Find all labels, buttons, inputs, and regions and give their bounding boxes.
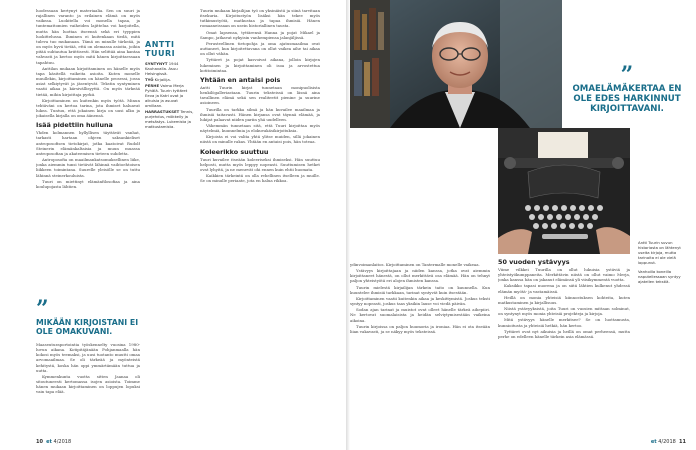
quote-mark-icon: ” (36, 296, 49, 322)
paragraph: Niistä ystävyyksistä, joita Tuuri on vuosien mittaan solminut, on syntynyt myös monia yhteisiä projekteja ja kirjoja. (498, 306, 630, 317)
page-footer-right (651, 439, 686, 445)
fact-label: PERHE (145, 83, 160, 88)
issue-number: 4/2018 (53, 439, 72, 445)
paragraph: Mitä ystävyys hänelle merkitsee? Se on luottamusta, kunnioitusta ja yhteisiä hetkiä, hän kertoo. (498, 317, 630, 328)
paragraph: Omat lapsensa, tyttärensä Hanna ja pojat Mikael ja Sampo, jatkavat nykyisin vanhempiensa jalanjäljissä. (200, 29, 320, 40)
paragraph: Vähemmän tunnetaan sitä, että Tuuri kirjoittaa myös näytelmiä, kuunnelmia ja elokuvakäsikirjoituksia. (200, 122, 320, 134)
paragraph: Sodan ajan tarinat ja muistot ovat olleet hänelle tärkeä aihepiiri. Ne kertovat suomalaisista ja heidän selviytymisestään vaikeina aikoina. (350, 307, 490, 323)
paragraph: Tuuri kuvailee itseään koleeriseksi ihmiseksi. Hän suuttuu helposti, mutta myös leppyy nopeasti. Suuttumisen hetket ovat lyhyitä, ja ne menevät ohi ennen kuin ehtii huomata. (200, 156, 320, 172)
fact-text: Kirjailija. (154, 77, 171, 82)
left-column-2 (200, 8, 320, 432)
pull-quote-text: MIKÄÄN KIRJOISTANI EI OLE OMAKUVANI. (36, 318, 139, 336)
paragraph: Antroposofia on maailmankatsomuksellinen liike, jonka aiemmin tunsi tietävät lähinnä vaihtoehtoisen liikkeen toimintana. Suurelle yleisölle se on tuttu lähinnä steinerkouluista. (36, 157, 140, 178)
subheading: Koleerikko suuttuu (200, 147, 269, 156)
fact-text: Vaimo Merja Pyhälä. Tuurin tyttäret Eeva ja Katri ovat jo aikuisia ja asuvat omillaan. (145, 83, 188, 108)
right-column-2 (498, 258, 630, 432)
page-number: 10 (36, 439, 43, 445)
left-page (0, 0, 346, 450)
caption-text: Antti Tuurin suvun historiasta on lähtenyt useita kirjoja, mutta tarinoita ei ole vielä loppunut. (638, 240, 681, 265)
fact-label: HARRASTUKSET (145, 109, 180, 114)
paragraph: Tuuri on miettinyt elämänfilosofiaa ja aina koulupojasta lähtien. (36, 178, 140, 189)
paragraph: Tyttäret ovat nyt aikuisia ja heillä on omat perheensä, mutta perhe on edelleen hänelle tärkein asia elämässä. (498, 328, 630, 339)
paragraph: Kaksikko tapasi nuorena ja on siitä lähtien kulkenut yhdessä elämän myötä- ja vastamäissä. (498, 283, 630, 294)
left-column-1-end (36, 342, 140, 432)
paragraph: Ystävyys kirjoittajaan ja niiden kanssa, jotka ovat aiemmin kirjoittaneet hänestä, on ollut merkittävä osa elämää. Hän on tehnyt paljon yhteistyötä eri alojen ihmisten kanssa. (350, 268, 490, 284)
magazine-name: et (650, 439, 657, 445)
paragraph: Kirjoista ei voi valita yhtä ylitse muiden, sillä jokainen niistä on minulle rakas. Yhtään en antaisi pois, hän toteaa. (200, 134, 320, 145)
fact-box-title: ANTTI TUURI (145, 40, 176, 58)
fact-item (145, 61, 195, 76)
paragraph: Antti Tuurin kirjat tunnetaan monipuolisista henkilögalleriastaan. Tuurin teksteissä on läsnä aina tavallinen elämä sekä sen realiteetit pienine ja suurine asioineen. (200, 84, 320, 106)
paragraph: Perusteellinen tietopohja ja oma ajatusmaailma ovat auttaneet, kun kirjoitettavana on ollut vaikea aihe tai aikaa on ollut vähän. (200, 40, 320, 57)
paragraph: Kaikkien tärkeintä on olla rehellinen itselleen ja muille. Se on minulle periaate, jota en halua rikkoa. (200, 173, 320, 184)
right-page (350, 0, 696, 450)
photo-caption (638, 240, 690, 284)
pull-quote-left (36, 296, 140, 336)
caption-text: Vanhoilla koneilla naputellessaan syntyy ajatellen tekstiä. (638, 269, 681, 284)
left-column-1 (36, 8, 140, 338)
paragraph: Heillä on monia yhteisiä kiinnostuksen kohteita, kuten matkustaminen ja kirjallisuus. (498, 294, 630, 305)
pull-quote-text: OMAELÄMÄKERTAA EN OLE EDES HARKINNUT KIRJOITTAVANI. (572, 84, 682, 114)
right-column-1 (350, 262, 490, 432)
paragraph: Tuurin mukaan kirjailijan työ on yksinäistä ja siinä tarvitaan itsekuria. Kirjoitustyön lisäksi hän tekee myös tutkimustyötä, matkustaa ja tapaa ihmisiä. Hänen romaaneissaan on usein historiallinen tausta. (200, 8, 320, 29)
fact-label: SYNTYNYT (145, 61, 168, 66)
author-portrait-photo (350, 0, 562, 128)
paragraph: Kirjoittaminen on kuitenkin myös työtä. Minun tehtäväni on kertoa tarina, jota ihmiset haluavat lukea. Tuntuu, että jokainen kirja on uusi alku ja jokaisella kirjalla on oma äänensä. (36, 97, 140, 119)
paragraph: luodessaan kertynyt materiaalia. Sen on suuri ja rajallinen varanto ja erilainen elämä on myös vaikeaa. Luokitella voi monella tapaa, ja tuntemattomien vaiheiden lajittelua voi harjoitella, mutta hän luottaa itseensä sekä eri tyyppien luokittelussa. Ihminen ei kuitenkaan tiedä, mitä tuleva tuo mukanaan. Tämä on minulle tärkeää, ja on myös hyvä tietää, että on olemassa asioita, joihin pitää suhtautua kriittisesti. Hän selittää aina kantaa vahvasti ja kertoo myös mitä hänen kirjoittaessaan tapahtuu. (36, 8, 140, 65)
paragraph: Yhden kolmannen hyllyllisen täyttävät vanhat, tarkasti hartaan ohjeen saksankieliset antroposofisen tietokirjat, jotka kaatoivat Rudolf Steinerin elämänkaltaisia ja muun muassa antroposofian ja akateemisen tieteen suhdetta. (36, 130, 140, 156)
paragraph: Kymmenkunta vuotta sitten Jaanaa oli sitoutuneesti kertomassa isojen asioista. Toimme hänen mukaan kirjoittaminen on loppujen lopuksi vain tapa elää. (36, 373, 140, 395)
page-number: 11 (679, 439, 686, 445)
fact-item (145, 109, 195, 129)
paragraph: Kirjoittaminen vaatii kuitenkin aikaa ja keskittymistä. Joskus teksti syntyy nopeasti, joskus taas yksikin lause voi viedä päivän. (350, 295, 490, 307)
paragraph: Maaseuturaportointia työskennelty vuosina 1980-luvun aikana. Kotipitäjänään Pohjanmaalla hän kokosi myös teemaksi, ja uusi tuotanto muutti omaa arvomaailmaa. Se oli tärkeää ja myönteistä kehitystä, koska hän oppi ymmärtämään tuttua ja uutta. (36, 342, 140, 373)
subheading: Isää pidettiin hulluna (36, 121, 113, 130)
fact-item (145, 77, 195, 82)
quote-mark-icon: ” (620, 62, 634, 88)
fact-text: 1944 Kauhavalla. Asuu Helsingissä. (145, 61, 179, 76)
paragraph: Tuurin kirjoissa on paljon huumoria ja ironiaa. Hän ei ota itseään liian vakavasti, ja se näkyy myös teksteissä. (350, 323, 490, 334)
magazine-name: et (46, 439, 52, 445)
fact-box (145, 40, 195, 130)
fact-item (145, 83, 195, 108)
subheading: 50 vuoden ystävyys (498, 258, 570, 266)
paragraph: Tuurilla on tarkka silmä ja hän kuvailee maailmaa ja ihmisiä taitavasti. Hänen kirjansa ovat täynnä elämää, ja lukijat palaavat niiden pariin yhä uudelleen. (200, 106, 320, 122)
typewriter-photo (498, 128, 630, 254)
pull-quote-right (568, 62, 686, 114)
paragraph: ydinvoimanlaitos. Kirjoittaminen on Tantermalle monelle vaikeaa. (350, 262, 480, 267)
paragraph: Tyttäret ja pojat kasvoivat aikana, jolloin kirjojen lukeminen ja kirjoittaminen oli isoa ja arvostettua kotitoimintaa. (200, 57, 320, 73)
subheading: Yhtään en antaisi pois (200, 75, 281, 84)
portrait-image (350, 0, 562, 128)
paragraph: Viime vilkkei Tuurilla on ollut lukuisia ystäviä ja yhteistyökumppaneita. Merkittävin niistä on ollut vaimo Merja, jonka kanssa hän on jakanut elämänsä yli viisikymmentä vuotta. (498, 267, 630, 283)
page-footer-left (36, 439, 71, 445)
paragraph: Anttilan mukaan kirjoittaminen on hänelle myös tapa käsitellä vaikeita asioita. Kuten monelle muullekin, kirjoittaminen on hänelle prosessi, jossa asiat selkiytyvät ja jäsentyvät. Tekstin syntyminen vaatii aikaa ja kärsivällisyyttä. On myös tärkeää tietää, mihin kirjoittaja pyrkii. (36, 65, 140, 97)
issue-number: 4/2018 (658, 439, 676, 445)
paragraph: Tuurin mielestä kirjailijan tärkein taito on kuunnella. Kun kuuntelee ihmisiä tarkkaan, tarinat syntyvät kuin itsestään. (350, 284, 490, 295)
typewriter-image (498, 128, 630, 254)
fact-text: Tennis, purjehdus, mökkeily ja metsästys. Lukemista ja matkustamista. (145, 109, 194, 129)
fact-label: TYÖ (145, 77, 154, 82)
